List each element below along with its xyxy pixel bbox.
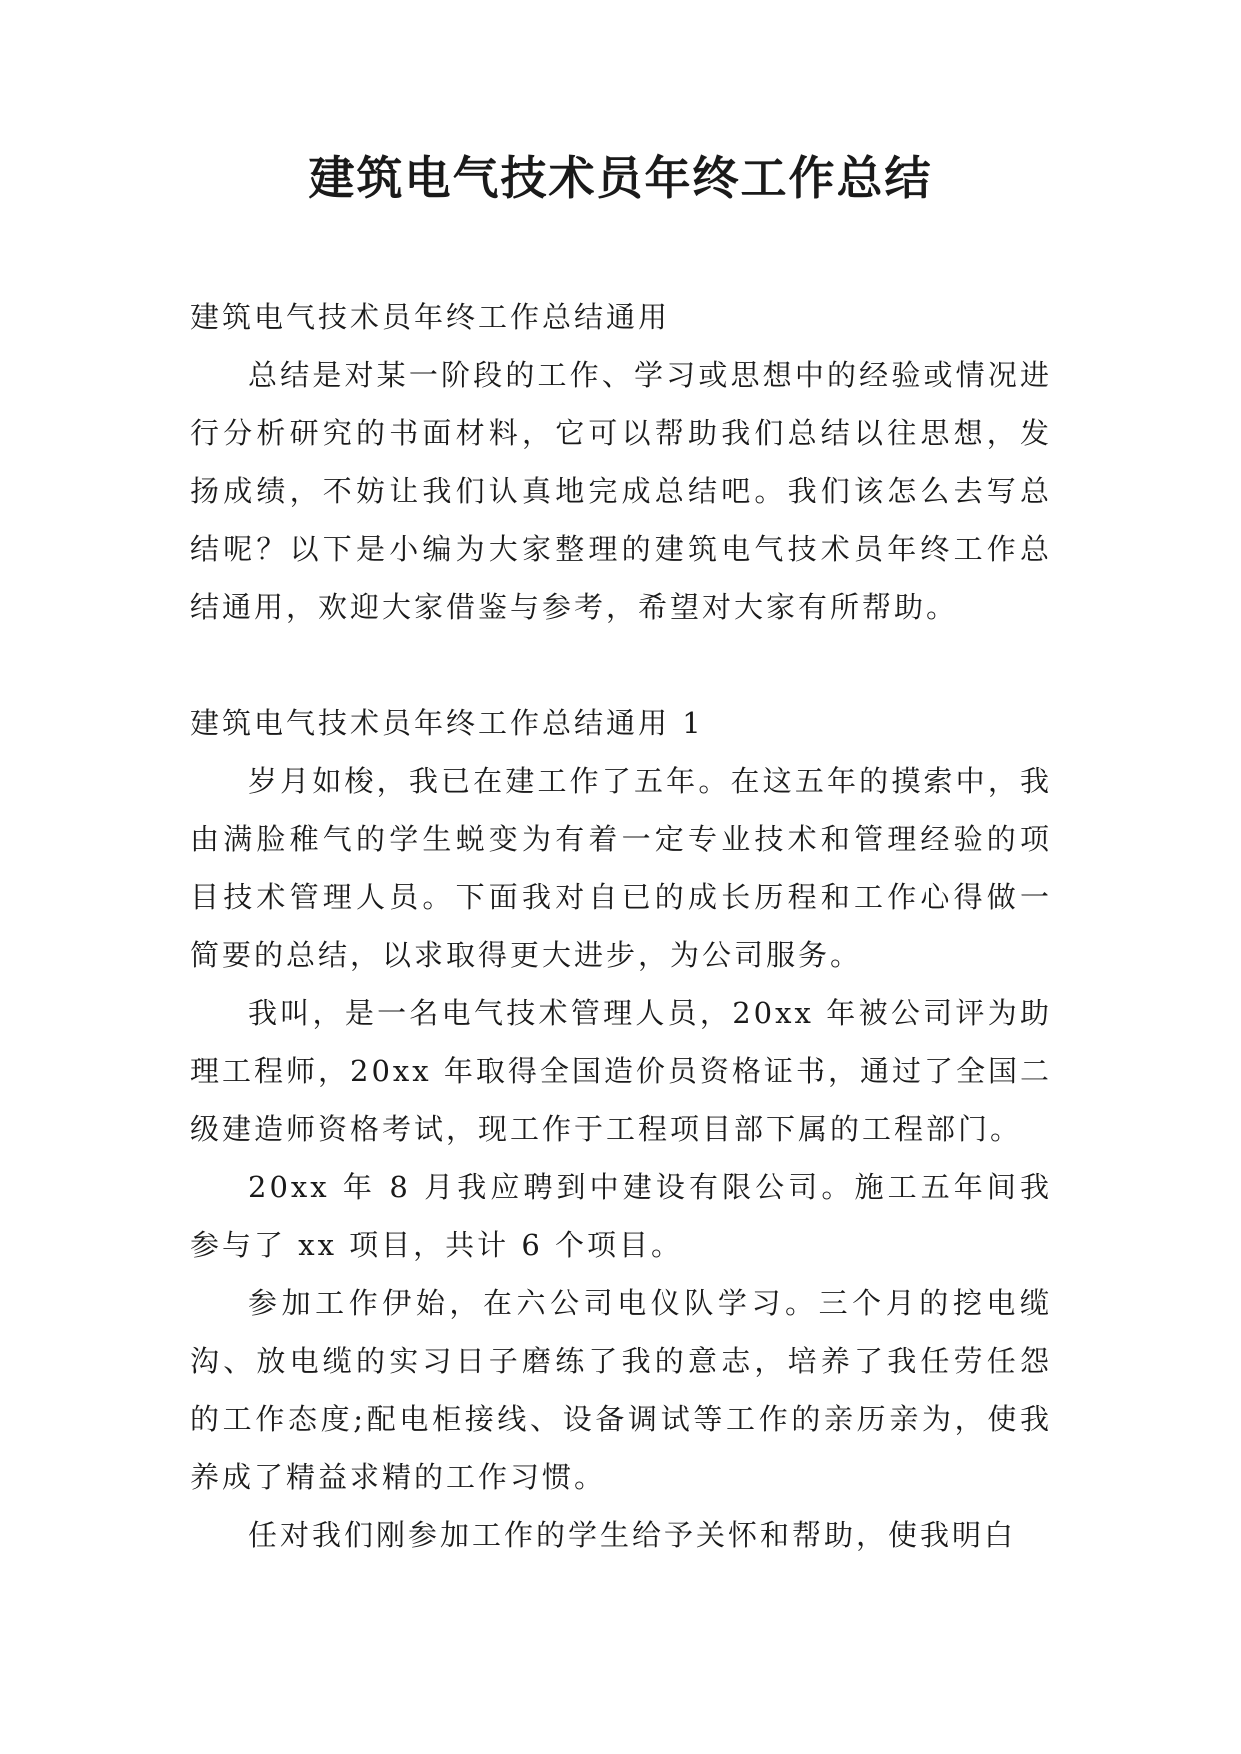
section-heading-1: 建筑电气技术员年终工作总结通用 1: [190, 706, 704, 740]
paragraph-2: 我叫，是一名电气技术管理人员，20xx 年被公司评为助理工程师，20xx 年取得全国造价员资格证书，通过了全国二级建造师资格考试，现工作于工程项目部下属的工程部门。: [190, 996, 1052, 1146]
paragraph-4: 参加工作伊始，在六公司电仪队学习。三个月的挖电缆沟、放电缆的实习日子磨练了我的意志，培养了我任劳任怨的工作态度;配电柜接线、设备调试等工作的亲历亲为，使我养成了精益求精的工作习惯。: [190, 1286, 1052, 1494]
paragraph-1: 岁月如梭，我已在建工作了五年。在这五年的摸索中，我由满脸稚气的学生蜕变为有着一定专业技术和管理经验的项目技术管理人员。下面我对自已的成长历程和工作心得做一简要的总结，以求取得更大进步，为公司服务。: [190, 764, 1052, 972]
document-title: 建筑电气技术员年终工作总结: [308, 151, 933, 205]
intro-paragraph: 总结是对某一阶段的工作、学习或思想中的经验或情况进行分析研究的书面材料，它可以帮助我们总结以往思想，发扬成绩，不妨让我们认真地完成总结吧。我们该怎么去写总结呢？以下是小编为大家整理的建筑电气技术员年终工作总结通用，欢迎大家借鉴与参考，希望对大家有所帮助。: [190, 358, 1052, 624]
section-spacer: [190, 636, 1052, 694]
intro-heading: 建筑电气技术员年终工作总结通用: [190, 300, 671, 334]
paragraph-3: 20xx 年 8 月我应聘到中建设有限公司。施工五年间我参与了 xx 项目，共计 6 个项目。: [190, 1170, 1052, 1262]
document-body: [190, 288, 1052, 1564]
paragraph-5: 任对我们刚参加工作的学生给予关怀和帮助，使我明白: [248, 1518, 1017, 1552]
